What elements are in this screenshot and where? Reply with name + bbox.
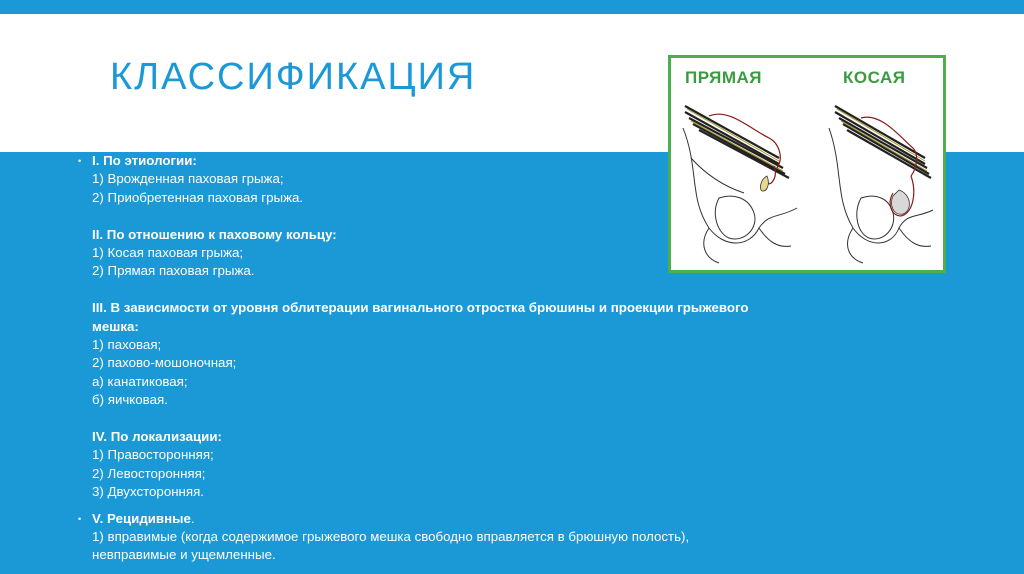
section-heading-continued: мешка: (92, 318, 139, 334)
list-item: 1) Правосторонняя; (92, 447, 214, 463)
list-item: а) канатиковая; (92, 373, 188, 389)
bullet-etiology-group (78, 152, 838, 502)
top-accent-bar (0, 0, 1024, 14)
list-item: б) яичковая. (92, 392, 168, 408)
recurrent-heading-line (92, 510, 838, 528)
bullet-dot: • (78, 156, 82, 166)
list-item: 2) пахово-мошоночная; (92, 355, 237, 371)
section-heading: II. По отношению к паховому кольцу: (92, 226, 337, 242)
section-heading: IV. По локализации: (92, 429, 222, 445)
bullet-dot: • (78, 513, 82, 524)
heading-suffix: . (190, 510, 195, 526)
slide-title: КЛАССИФИКАЦИЯ (110, 56, 477, 98)
list-item: 2) Приобретенная паховая грыжа. (92, 189, 304, 205)
list-item: 1) Косая паховая грыжа; (92, 245, 244, 261)
list-item: 1) Врожденная паховая грыжа; (92, 171, 284, 187)
list-item: 2) Левосторонняя; (92, 465, 206, 481)
bullet-recurrent-group (78, 510, 838, 565)
list-item: 1) паховая; (92, 337, 162, 353)
section-heading: I. По этиологии: (92, 153, 197, 168)
figure-label-oblique: КОСАЯ (843, 68, 906, 87)
list-item: 1) вправимые (когда содержимое грыжевого мешка свободно вправляется в брюшную полость), (92, 529, 690, 545)
list-item: невправимые и ущемленные. (92, 547, 276, 563)
figure-label-direct: ПРЯМАЯ (685, 68, 763, 87)
list-item: 2) Прямая паховая грыжа. (92, 263, 255, 279)
section-heading: III. В зависимости от уровня облитерации вагинального отростка брюшины и проекции грыжевого (92, 300, 749, 316)
section-heading: V. Рецидивные (92, 510, 191, 526)
classification-content (78, 152, 838, 565)
oblique-hernia-drawing (821, 98, 941, 268)
list-item: 3) Двухсторонняя. (92, 484, 204, 500)
